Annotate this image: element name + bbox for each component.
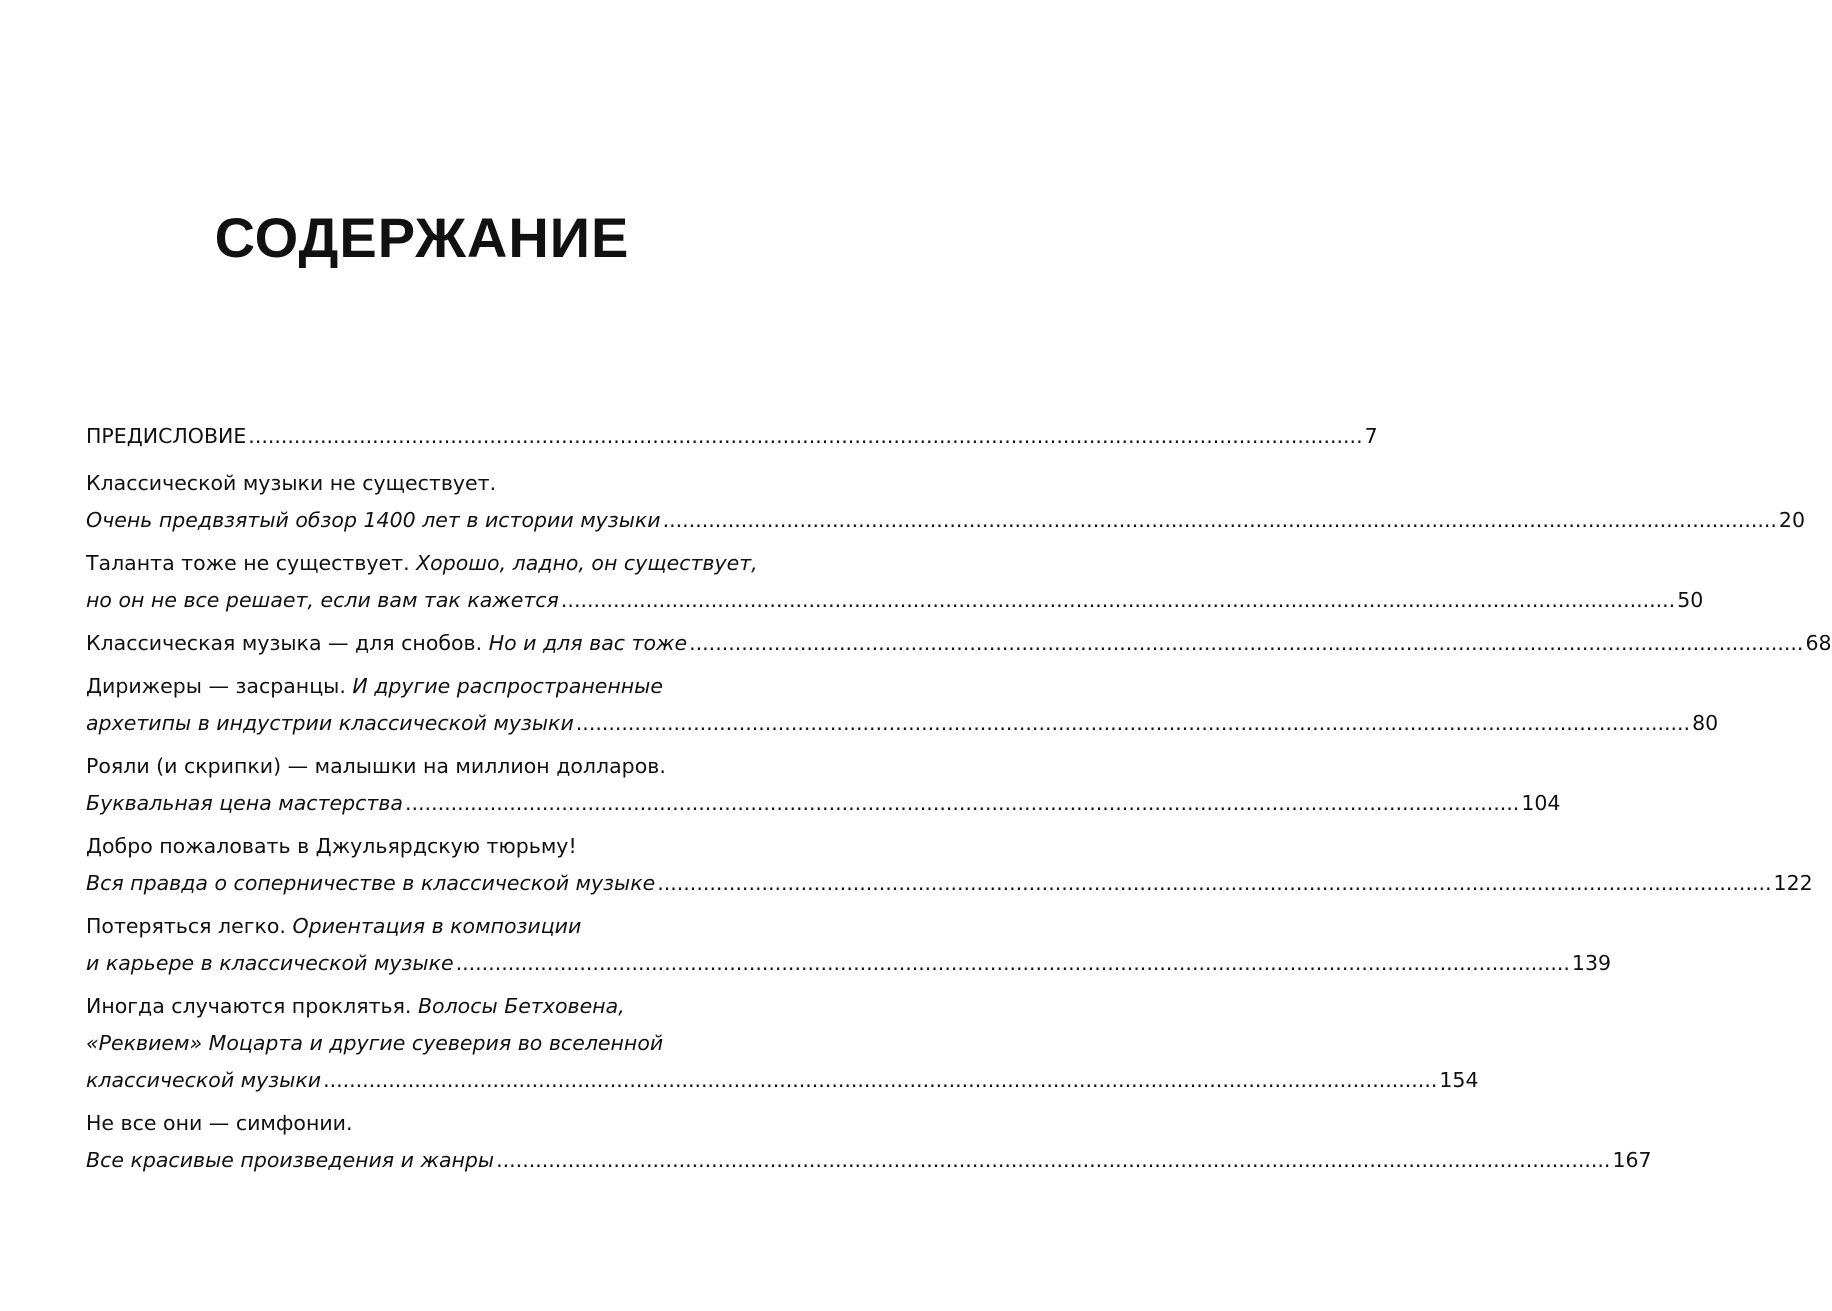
toc-entry-last-line [86,865,1813,902]
toc-entry-line: Классической музыки не существует. [86,471,497,495]
dot-leader [561,582,1675,619]
page-number: 154 [1439,1068,1479,1092]
dot-leader [689,625,1803,662]
toc-entry-line: Потеряться легко. Ориентация в композиции [86,914,582,938]
page-number: 50 [1677,588,1704,612]
toc-entry [86,988,1479,1099]
toc-entry-text: архетипы в индустрии классической музыки [86,711,574,735]
toc-entry-line: Не все они — симфонии. [86,1111,353,1135]
toc-entry-last-line [86,945,1612,982]
toc-entry [86,418,1378,455]
toc-entry-text: и карьере в классической музыке [86,951,454,975]
dot-leader [323,1062,1437,1099]
dot-leader [248,418,1362,455]
page-number: 80 [1692,711,1719,735]
page-title: СОДЕРЖАНИЕ [214,206,630,269]
toc-entry-last-line [86,625,1832,662]
toc-entry-text: классической музыки [86,1068,322,1092]
toc-entry-last-line [86,705,1719,742]
toc-entry-line: Таланта тоже не существует. Хорошо, ладно, он существует, [86,551,758,575]
toc-entry-last-line [86,1062,1479,1099]
toc-entry [86,748,1561,822]
dot-leader [663,502,1777,539]
toc-entry [86,1105,1652,1179]
page-number: 20 [1778,508,1806,532]
toc-entry-text: Все красивые произведения и жанры [86,1148,495,1172]
toc-entry-line: Дирижеры — засранцы. И другие распространенные [86,674,663,698]
dot-leader [657,865,1771,902]
toc-entry-last-line [86,785,1561,822]
toc-entry-line: Добро пожаловать в Джульярдскую тюрьму! [86,834,577,858]
toc-entry-text: ПРЕДИСЛОВИЕ [86,424,247,448]
toc-entry [86,908,1612,982]
toc-entry-text: Классическая музыка — для снобов. Но и для вас тоже [86,631,688,655]
dot-leader [405,785,1519,822]
toc-entry [86,625,1832,662]
toc-entry-text: Буквальная цена мастерства [86,791,403,815]
toc-entry-last-line [86,582,1704,619]
toc-entry-text: но он не все решает, если вам так кажется [86,588,559,612]
page-number: 7 [1364,424,1378,448]
dot-leader [496,1142,1610,1179]
page-number: 139 [1571,951,1612,975]
toc-entry [86,545,1704,619]
page-number: 122 [1773,871,1813,895]
toc-entry-text: Очень предвзятый обзор 1400 лет в истории музыки [86,508,661,532]
toc-entry-line: Иногда случаются проклятья. Волосы Бетховена, [86,994,625,1018]
dot-leader [576,705,1690,742]
page-number: 167 [1612,1148,1652,1172]
toc-entry-text: Вся правда о соперничестве в классической музыке [86,871,656,895]
toc-entry-last-line [86,418,1378,455]
toc-entry-last-line [86,502,1806,539]
table-of-contents [86,418,1832,1185]
toc-entry-line: Рояли (и скрипки) — малышки на миллион долларов. [86,754,666,778]
dot-leader [456,945,1570,982]
page-number: 104 [1521,791,1561,815]
toc-entry-last-line [86,1142,1652,1179]
toc-entry-line: «Реквием» Моцарта и другие суеверия во вселенной [86,1031,664,1055]
toc-entry [86,465,1806,539]
toc-entry [86,668,1719,742]
page-number: 68 [1805,631,1832,655]
toc-entry [86,828,1813,902]
